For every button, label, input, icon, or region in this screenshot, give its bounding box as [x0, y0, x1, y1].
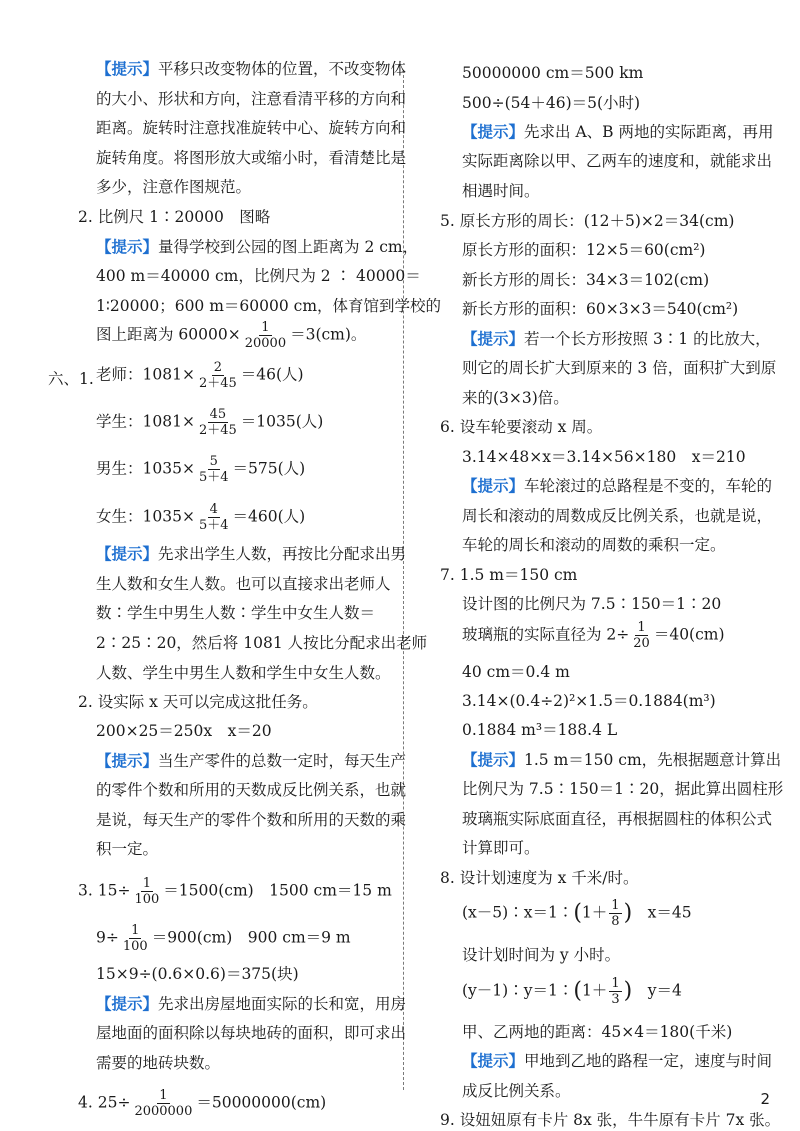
hint-text: 相遇时间。: [462, 182, 540, 200]
hint-text: 车轮的周长和滚动的周数的乘积一定。: [462, 536, 726, 554]
hint-tag: 【提示】: [462, 329, 525, 348]
hint-text: 积一定。: [96, 840, 159, 858]
hint-text: 数∶学生中男生人数∶学生中女生人数＝: [96, 604, 376, 622]
teacher-line: 老师：1081× $\frac{2}{2+45}$ ＝46(人): [96, 360, 304, 391]
equation: (y－1)∶y＝1∶(1＋ $\frac{1}{3}$ ) y＝4: [462, 976, 682, 1007]
equation: 15×9÷(0.6×0.6)＝375(块): [96, 965, 299, 983]
hint-text: 需要的地砖块数。: [96, 1054, 221, 1072]
hint-fraction-line: 图上距离为 60000× $\frac{1}{20000}$ ＝3(cm)。: [96, 320, 367, 351]
equation: (x－5)∶x＝1∶(1＋ $\frac{1}{8}$ ) x＝45: [462, 898, 692, 929]
hint-text: 计算即可。: [462, 839, 540, 857]
hint-text: 屋地面的面积除以每块地砖的面积，即可求出: [96, 1024, 407, 1042]
section-6-label: 六、1.: [48, 370, 94, 388]
fraction: $\frac{1}{20000}$: [244, 320, 287, 351]
hint-tag: 【提示】: [96, 237, 159, 256]
page-number: 2: [760, 1090, 770, 1108]
question-3: 3. 15÷ $\frac{1}{100}$ ＝1500(cm) 1500 cm＝15 m: [78, 876, 392, 907]
hint-text: 2∶25∶20，然后将 1081 人按比分配求出老师: [96, 634, 428, 652]
hint-text: 【提示】1.5 m＝150 cm，先根据题意计算出: [462, 750, 782, 769]
hint-text: 旋转角度。将图形放大或缩小时，看清楚比是: [96, 149, 407, 167]
hint-tag: 【提示】: [96, 994, 159, 1013]
hint-text: 人数、学生中男生人数和学生中女生人数。: [96, 664, 391, 682]
equation: 原长方形的面积：12×5＝60(cm²): [462, 241, 706, 259]
equation: 3.14×48×x＝3.14×56×180 x＝210: [462, 448, 746, 466]
equation: 0.1884 m³＝188.4 L: [462, 721, 618, 739]
question-9: 9. 设妞妞原有卡片 8x 张，牛牛原有卡片 7x 张。: [440, 1111, 781, 1129]
hint-text: 多少，注意作图规范。: [96, 178, 252, 196]
hint-text: 周长和滚动的周数成反比例关系，也就是说，: [462, 507, 773, 525]
question-2b: 2. 设实际 x 天可以完成这批任务。: [78, 693, 318, 711]
hint-text: 来的(3×3)倍。: [462, 389, 569, 407]
hint-text: 【提示】先求出学生人数，再按比分配求出男: [96, 544, 407, 563]
hint-text: 【提示】量得学校到公园的图上距离为 2 cm，: [96, 237, 419, 256]
student-line: 学生：1081× $\frac{45}{2+45}$ ＝1035(人): [96, 407, 324, 438]
hint-text: 【提示】甲地到乙地的路程一定，速度与时间: [462, 1051, 773, 1070]
hint-text: 【提示】先求出房屋地面实际的长和宽，用房: [96, 994, 407, 1013]
hint-text: 距离。旋转时注意找准旋转中心、旋转方向和: [96, 119, 407, 137]
equation: 玻璃瓶的实际直径为 2÷ $\frac{1}{20}$ ＝40(cm): [462, 620, 725, 651]
hint-text: 成反比例关系。: [462, 1082, 571, 1100]
equation: 新长方形的面积：60×3×3＝540(cm²): [462, 300, 739, 318]
hint-text: 则它的周长扩大到原来的 3 倍，面积扩大到原: [462, 359, 777, 377]
equation: 200×25＝250x x＝20: [96, 722, 272, 740]
hint-tag: 【提示】: [462, 750, 525, 769]
question-6: 6. 设车轮要滚动 x 周。: [440, 418, 603, 436]
hint-tag: 【提示】: [96, 59, 159, 78]
hint-tag: 【提示】: [96, 544, 159, 563]
hint-text: 【提示】先求出 A、B 两地的实际距离，再用: [462, 122, 774, 141]
question-5: 5. 原长方形的周长：(12＋5)×2＝34(cm): [440, 212, 735, 230]
hint-tag: 【提示】: [96, 751, 159, 770]
boy-line: 男生：1035× $\frac{5}{5+4}$ ＝575(人): [96, 454, 306, 485]
girl-line: 女生：1035× $\frac{4}{5+4}$ ＝460(人): [96, 502, 306, 533]
hint-text: 400 m＝40000 cm，比例尺为 2 ∶ 40000＝: [96, 267, 421, 285]
hint-text: 【提示】若一个长方形按照 3∶1 的比放大，: [462, 329, 771, 348]
hint-text: 是说，每天生产的零件个数和所用的天数的乘: [96, 811, 407, 829]
hint-text: 【提示】平移只改变物体的位置，不改变物体: [96, 59, 407, 78]
hint-text: 玻璃瓶实际底面直径，再根据圆柱的体积公式: [462, 810, 773, 828]
column-divider: [403, 70, 404, 1090]
equation: 设计图的比例尺为 7.5∶150＝1∶20: [462, 595, 722, 613]
hint-text: 【提示】当生产零件的总数一定时，每天生产: [96, 751, 407, 770]
hint-tag: 【提示】: [462, 122, 525, 141]
hint-text: 实际距离除以甲、乙两车的速度和，就能求出: [462, 152, 773, 170]
question-4: 4. 25÷ $\frac{1}{2000000}$ ＝50000000(cm): [78, 1088, 327, 1119]
question-7: 7. 1.5 m＝150 cm: [440, 566, 578, 584]
equation: 500÷(54＋46)＝5(小时): [462, 94, 641, 112]
question-8: 8. 设计划速度为 x 千米/时。: [440, 869, 639, 887]
equation: 50000000 cm＝500 km: [462, 64, 644, 82]
hint-text: 1∶20000；600 m＝60000 cm，体育馆到学校的: [96, 297, 442, 315]
equation: 3.14×(0.4÷2)²×1.5＝0.1884(m³): [462, 692, 716, 710]
hint-tag: 【提示】: [462, 476, 525, 495]
equation: 9÷ $\frac{1}{100}$ ＝900(cm) 900 cm＝9 m: [96, 923, 351, 954]
equation: 甲、乙两地的距离：45×4＝180(千米): [462, 1023, 733, 1041]
hint-text: 的零件个数和所用的天数成反比例关系，也就: [96, 781, 407, 799]
equation: 新长方形的周长：34×3＝102(cm): [462, 271, 710, 289]
hint-text: 【提示】车轮滚过的总路程是不变的，车轮的: [462, 476, 773, 495]
hint-text: 的大小、形状和方向，注意看清平移的方向和: [96, 90, 407, 108]
hint-text: 比例尺为 7.5∶150＝1∶20，据此算出圆柱形: [462, 780, 784, 798]
question-2: 2. 比例尺 1∶20000 图略: [78, 208, 271, 226]
hint-text: 生人数和女生人数。也可以直接求出老师人: [96, 575, 391, 593]
hint-tag: 【提示】: [462, 1051, 525, 1070]
equation: 40 cm＝0.4 m: [462, 663, 570, 681]
equation: 设计划时间为 y 小时。: [462, 946, 621, 964]
